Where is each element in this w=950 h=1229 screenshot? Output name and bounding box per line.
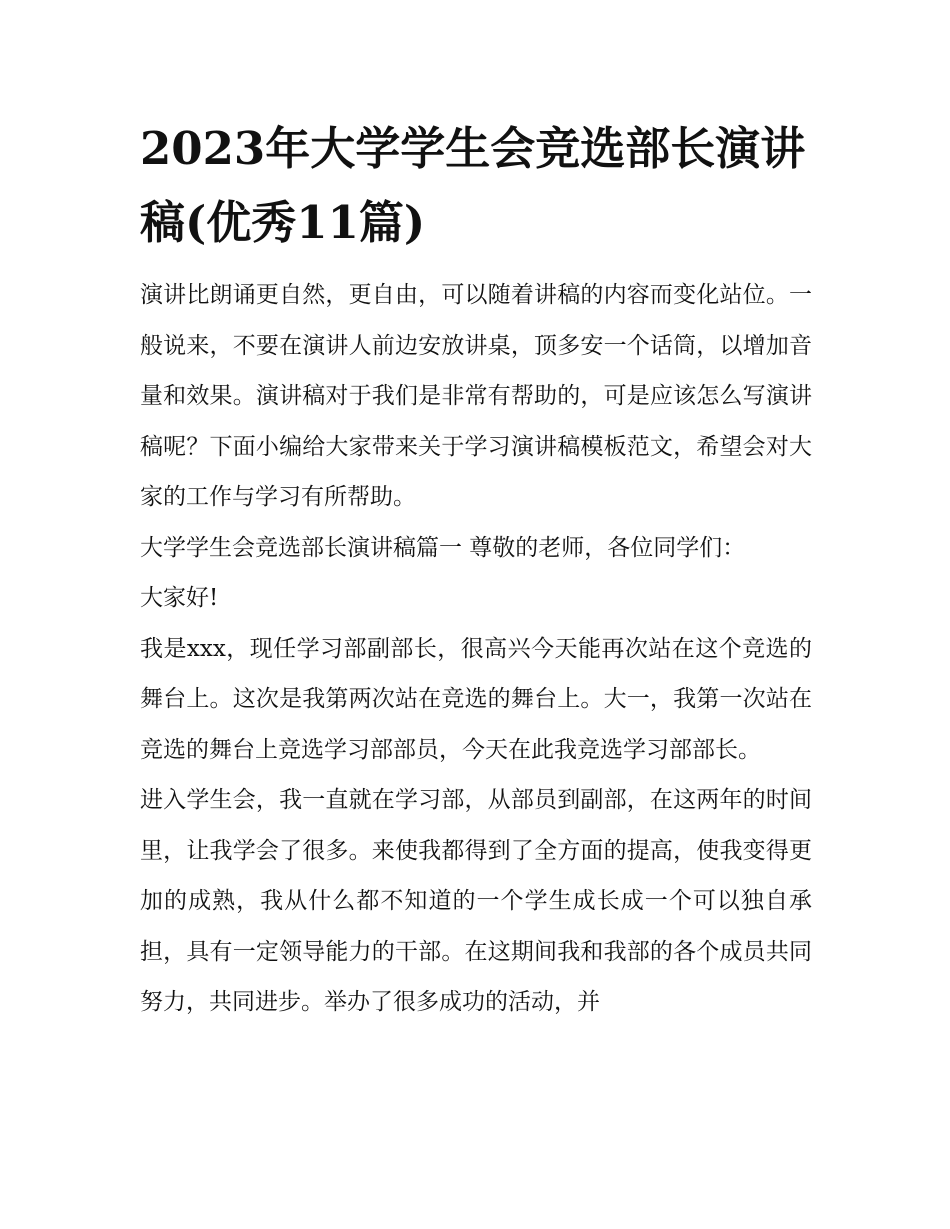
document-title: 2023年大学学生会竞选部长演讲稿(优秀11篇) [140,122,806,249]
paragraph-intro: 演讲比朗诵更自然，更自由，可以随着讲稿的内容而变化站位。一般说来，不要在演讲人前边安放讲桌，顶多安一个话筒，以增加音量和效果。演讲稿对于我们是非常有帮助的，可是应该怎么写演讲稿呢？下面小编给大家带来关于学习演讲稿模板范文，希望会对大家的工作与学习有所帮助。 [140,282,812,510]
paragraph-greeting: 大家好! [140,585,219,611]
paragraph-self-introduction: 我是xxx，现任学习部副部长，很高兴今天能再次站在这个竞选的舞台上。这次是我第两次站在竞选的舞台上。大一，我第一次站在竞选的舞台上竞选学习部部员，今天在此我竞选学习部部长。 [140,635,812,763]
paragraph-salutation: 大学学生会竞选部长演讲稿篇一 尊敬的老师，各位同学们： [140,534,746,561]
paragraph-experience: 进入学生会，我一直就在学习部，从部员到副部，在这两年的时间里，让我学会了很多。来使我都得到了全方面的提高，使我变得更加的成熟，我从什么都不知道的一个学生成长成一个可以独自承担，具有一定领导能力的干部。在这期间我和我部的各个成员共同努力，共同进步。举办了很多成功的活动，并 [140,787,812,1015]
document-body [140,112,812,1028]
